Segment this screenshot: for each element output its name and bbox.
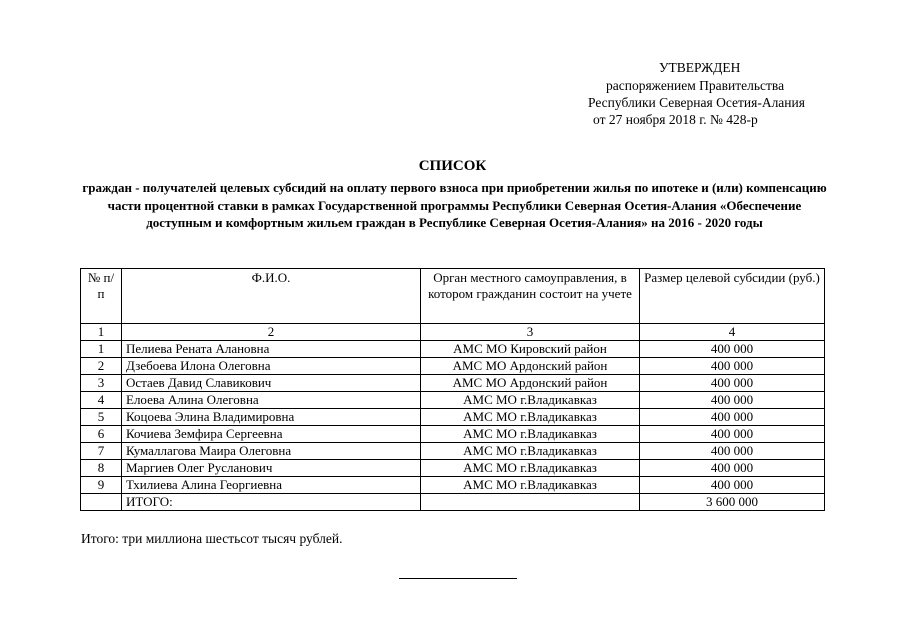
row-organ: АМС МО г.Владикавказ <box>421 460 640 477</box>
column-number: 3 <box>421 324 640 341</box>
row-num: 2 <box>81 358 122 375</box>
row-amount: 400 000 <box>640 375 825 392</box>
document-subtitle: граждан - получателей целевых субсидий на оплату первого взноса при приобретении жилья по ипотеке и (или) компенсацию части процентной ставки в рамках Государственной программы Республики Северная Осетия-Алания «Обеспечение доступным и комфортным жильем граждан в Республике Северная Осетия-Алания» на 2016 - 2020 годы <box>82 180 827 230</box>
column-number: 2 <box>122 324 421 341</box>
row-fio: Дзебоева Илона Олеговна <box>122 358 421 375</box>
row-num: 7 <box>81 443 122 460</box>
row-organ: АМС МО г.Владикавказ <box>421 443 640 460</box>
row-num: 4 <box>81 392 122 409</box>
row-organ: АМС МО г.Владикавказ <box>421 409 640 426</box>
header-fio: Ф.И.О. <box>122 269 421 324</box>
document-title: СПИСОК <box>418 158 487 174</box>
row-organ: АМС МО г.Владикавказ <box>421 392 640 409</box>
table-row <box>81 358 825 375</box>
table-row <box>81 443 825 460</box>
table-row <box>81 477 825 494</box>
separator-line <box>399 578 517 579</box>
column-number-row <box>81 324 825 341</box>
row-fio: Остаев Давид Славикович <box>122 375 421 392</box>
row-amount: 400 000 <box>640 443 825 460</box>
table-row <box>81 392 825 409</box>
recipients-table <box>80 268 825 511</box>
total-in-words: Итого: три миллиона шестьсот тысяч рублей. <box>81 531 343 546</box>
row-organ: АМС МО Ардонский район <box>421 375 640 392</box>
row-num: 6 <box>81 426 122 443</box>
table-row <box>81 375 825 392</box>
total-amount: 3 600 000 <box>640 494 825 511</box>
header-amount: Размер целевой субсидии (руб.) <box>640 269 825 324</box>
row-organ: АМС МО Ардонский район <box>421 358 640 375</box>
row-fio: Елоева Алина Олеговна <box>122 392 421 409</box>
total-organ-cell <box>421 494 640 511</box>
row-fio: Коцоева Элина Владимировна <box>122 409 421 426</box>
table-header-row <box>81 269 825 324</box>
header-num: № п/п <box>81 269 122 324</box>
row-fio: Тхилиева Алина Георгиевна <box>122 477 421 494</box>
row-amount: 400 000 <box>640 460 825 477</box>
row-num: 9 <box>81 477 122 494</box>
column-number: 1 <box>81 324 122 341</box>
row-fio: Маргиев Олег Русланович <box>122 460 421 477</box>
row-organ: АМС МО Кировский район <box>421 341 640 358</box>
row-num: 1 <box>81 341 122 358</box>
row-num: 3 <box>81 375 122 392</box>
column-number: 4 <box>640 324 825 341</box>
row-amount: 400 000 <box>640 341 825 358</box>
header-organ: Орган местного самоуправления, в котором гражданин состоит на учете <box>421 269 640 324</box>
table-row <box>81 409 825 426</box>
approval-line-3: от 27 ноября 2018 г. № 428-р <box>593 112 758 127</box>
row-fio: Пелиева Рената Алановна <box>122 341 421 358</box>
row-amount: 400 000 <box>640 477 825 494</box>
row-fio: Кочиева Земфира Сергеевна <box>122 426 421 443</box>
table-row <box>81 426 825 443</box>
total-label: ИТОГО: <box>122 494 421 511</box>
row-amount: 400 000 <box>640 392 825 409</box>
total-row <box>81 494 825 511</box>
row-num: 5 <box>81 409 122 426</box>
table-row <box>81 341 825 358</box>
table-row <box>81 460 825 477</box>
approval-line-2: Республики Северная Осетия-Алания <box>588 95 805 110</box>
total-num-cell <box>81 494 122 511</box>
row-amount: 400 000 <box>640 358 825 375</box>
approval-line-1: распоряжением Правительства <box>606 78 785 93</box>
row-fio: Кумаллагова Маира Олеговна <box>122 443 421 460</box>
row-amount: 400 000 <box>640 426 825 443</box>
row-organ: АМС МО г.Владикавказ <box>421 477 640 494</box>
row-organ: АМС МО г.Владикавказ <box>421 426 640 443</box>
approval-title: УТВЕРЖДЕН <box>659 60 741 75</box>
row-num: 8 <box>81 460 122 477</box>
row-amount: 400 000 <box>640 409 825 426</box>
